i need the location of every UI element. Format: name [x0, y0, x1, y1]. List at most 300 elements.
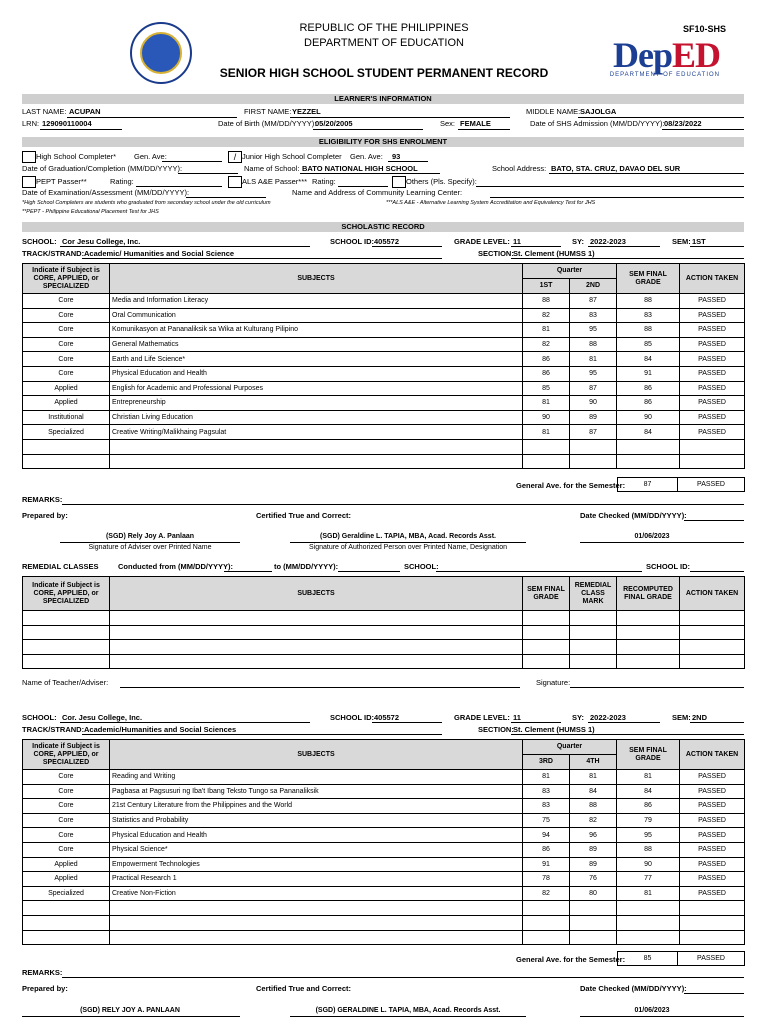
- table-row: [23, 425, 745, 440]
- final-grade-cell: 88: [617, 294, 680, 309]
- subject-name-cell: Christian Living Education: [110, 410, 523, 425]
- quarter-b-cell: 96: [570, 828, 617, 843]
- subject-type-cell: Core: [23, 770, 110, 785]
- sem2-sem-label: SEM:: [672, 713, 691, 722]
- table-row: [23, 323, 745, 338]
- subject-type-cell: Applied: [23, 872, 110, 887]
- sem1-adviser-caption: Signature of Adviser over Printed Name: [88, 544, 212, 551]
- final-grade-cell: [617, 901, 680, 916]
- quarter-a-cell: 78: [523, 872, 570, 887]
- quarter-b-cell: 89: [570, 842, 617, 857]
- final-grade-cell: 85: [617, 337, 680, 352]
- table-row: [23, 828, 745, 843]
- sem2-grade-label: GRADE LEVEL:: [454, 713, 510, 722]
- quarter-a-cell: 81: [523, 770, 570, 785]
- sem2-school-id-line: [372, 722, 442, 723]
- sem1-prepared-label: Prepared by:: [22, 511, 68, 520]
- subject-name-cell: Pagbasa at Pagsusuri ng Iba't Ibang Teksto Tungo sa Pananaliksik: [110, 784, 523, 799]
- quarter-a-cell: 86: [523, 352, 570, 367]
- table-row: [23, 308, 745, 323]
- quarter-b-cell: 87: [570, 425, 617, 440]
- remedial-school-line: [436, 571, 642, 572]
- deped-logo-ed: ED: [671, 35, 720, 75]
- action-cell: PASSED: [680, 770, 745, 785]
- subject-type-cell: Applied: [23, 381, 110, 396]
- sem1-registrar-signature: (SGD) Geraldine L. TAPIA, MBA, Acad. Records Asst.: [320, 533, 496, 540]
- clc-line: [490, 197, 744, 198]
- sem2-sy-value: 2022-2023: [590, 713, 626, 722]
- school-address-label: School Address:: [492, 164, 547, 173]
- admission-value: 08/23/2022: [664, 119, 702, 128]
- subject-name-cell: Empowerment Technologies: [110, 857, 523, 872]
- sem2-school-id-label: SCHOOL ID:: [330, 713, 375, 722]
- school-name-value: BATO NATIONAL HIGH SCHOOL: [302, 164, 418, 173]
- school-address-line: [549, 173, 744, 174]
- subject-type-cell: Core: [23, 799, 110, 814]
- sem2-track-line: [82, 734, 442, 735]
- quarter-a-cell: 85: [523, 381, 570, 396]
- final-grade-cell: 86: [617, 396, 680, 411]
- subject-name-cell: Creative Non-Fiction: [110, 886, 523, 901]
- table-row: [23, 886, 745, 901]
- quarter-a-cell: 83: [523, 799, 570, 814]
- subject-name-cell: Creative Writing/Malikhaing Pagsulat: [110, 425, 523, 440]
- final-grade-cell: 91: [617, 366, 680, 381]
- quarter-a-cell: 86: [523, 366, 570, 381]
- subject-type-cell: [23, 915, 110, 930]
- remedial-col-subjects: SUBJECTS: [110, 577, 523, 611]
- remedial-col-action: ACTION TAKEN: [680, 577, 745, 611]
- sem2-date-checked-label: Date Checked (MM/DD/YYYY):: [580, 984, 687, 993]
- grad-date-label: Date of Graduation/Completion (MM/DD/YYYY):: [22, 164, 183, 173]
- remedial-title: REMEDIAL CLASSES: [22, 562, 99, 571]
- sem1-col-q1: 1ST: [523, 279, 570, 294]
- table-row: [23, 872, 745, 887]
- sem1-sy-label: SY:: [572, 237, 584, 246]
- last-name-label: LAST NAME:: [22, 107, 67, 116]
- sem1-date-checked: 01/06/2023: [634, 533, 670, 540]
- exam-date-line: [186, 197, 266, 198]
- quarter-b-cell: 81: [570, 352, 617, 367]
- remedial-signature-label: Signature:: [536, 678, 571, 687]
- subject-name-cell: Physical Education and Health: [110, 366, 523, 381]
- sem1-school-id-line: [372, 246, 442, 247]
- eligibility-bar: ELIGIBILITY FOR SHS ENROLMENT: [22, 137, 744, 147]
- sem1-sem-line: [690, 246, 744, 247]
- sem2-sem-line: [690, 722, 744, 723]
- pept-checkbox[interactable]: [22, 176, 36, 188]
- sem1-school-line: [60, 246, 310, 247]
- subject-name-cell: [110, 915, 523, 930]
- sem1-date-checked-line: [580, 542, 744, 543]
- sem1-section-line: [511, 258, 744, 259]
- table-row: [23, 294, 745, 309]
- quarter-a-cell: 83: [523, 784, 570, 799]
- subject-type-cell: Core: [23, 813, 110, 828]
- sem2-gen-ave-value: 85: [617, 951, 678, 966]
- sem1-col-action: ACTION TAKEN: [680, 264, 745, 294]
- action-cell: [680, 901, 745, 916]
- lrn-value: 129090110004: [42, 119, 92, 128]
- first-name-line: [290, 117, 510, 118]
- subject-type-cell: Core: [23, 337, 110, 352]
- final-grade-cell: 81: [617, 770, 680, 785]
- sem2-grade-line: [511, 722, 561, 723]
- quarter-b-cell: 90: [570, 396, 617, 411]
- table-row: [23, 410, 745, 425]
- footnote-2: **PEPT - Philippine Educational Placement Test for JHS: [22, 209, 159, 215]
- action-cell: PASSED: [680, 828, 745, 843]
- final-grade-cell: 86: [617, 381, 680, 396]
- table-row: [23, 396, 745, 411]
- action-cell: PASSED: [680, 784, 745, 799]
- quarter-b-cell: 88: [570, 799, 617, 814]
- sem1-col-type: Indicate if Subject is CORE, APPLIED, or SPECIALIZED: [23, 264, 110, 294]
- quarter-b-cell: 83: [570, 308, 617, 323]
- form-code: SF10-SHS: [682, 24, 726, 34]
- sem2-adviser-signature: (SGD) RELY JOY A. PANLAAN: [80, 1007, 180, 1014]
- sem1-remarks-label: REMARKS:: [22, 495, 63, 504]
- action-cell: [680, 439, 745, 454]
- subject-type-cell: Applied: [23, 857, 110, 872]
- footnote-3: ***ALS A&E - Alternative Learning System Accreditation and Equivalency Test for JHS: [386, 200, 596, 206]
- quarter-b-cell: 87: [570, 381, 617, 396]
- action-cell: [680, 454, 745, 469]
- quarter-a-cell: 86: [523, 842, 570, 857]
- final-grade-cell: 88: [617, 323, 680, 338]
- sem2-prepared-label: Prepared by:: [22, 984, 68, 993]
- als-rating-line: [338, 186, 388, 187]
- subject-type-cell: [23, 930, 110, 945]
- hs-gen-ave-label: Gen. Ave:: [134, 152, 167, 161]
- subject-name-cell: English for Academic and Professional Purposes: [110, 381, 523, 396]
- last-name-line: [67, 117, 237, 118]
- table-row: [23, 842, 745, 857]
- final-grade-cell: 83: [617, 308, 680, 323]
- remedial-school-id-label: SCHOOL ID:: [646, 562, 691, 571]
- sem1-gen-ave-label: General Ave. for the Semester:: [516, 481, 626, 490]
- sem2-remarks-line: [62, 977, 744, 978]
- subject-name-cell: Komunikasyon at Pananaliksik sa Wika at Kulturang Pilipino: [110, 323, 523, 338]
- quarter-b-cell: 89: [570, 410, 617, 425]
- sem2-school-line: [60, 722, 310, 723]
- final-grade-cell: [617, 930, 680, 945]
- sem1-sy-line: [588, 246, 660, 247]
- remedial-conducted-line: [224, 571, 272, 572]
- final-grade-cell: 79: [617, 813, 680, 828]
- sem1-registrar-line: [290, 542, 526, 543]
- footnote-1: *High School Completers are students who graduated from secondary school under the old curriculum: [22, 200, 271, 206]
- sem1-school-label: SCHOOL:: [22, 237, 57, 246]
- hs-completer-label: High School Completer*: [36, 152, 117, 161]
- subject-name-cell: [110, 901, 523, 916]
- jhs-gen-ave-line: [388, 161, 428, 162]
- scholastic-record-bar: SCHOLASTIC RECORD: [22, 222, 744, 232]
- final-grade-cell: 84: [617, 425, 680, 440]
- table-row: [23, 901, 745, 916]
- sex-label: Sex:: [440, 119, 456, 128]
- final-grade-cell: 84: [617, 784, 680, 799]
- lrn-line: [40, 129, 122, 130]
- subject-name-cell: Oral Communication: [110, 308, 523, 323]
- sem2-track-value: Academic/Humanities and Social Sciences: [84, 725, 237, 734]
- remedial-col-recomputed: RECOMPUTED FINAL GRADE: [617, 577, 680, 611]
- sem1-col-quarter: Quarter: [523, 264, 617, 279]
- others-checkbox[interactable]: [392, 176, 406, 188]
- header-line1: REPUBLIC OF THE PHILIPPINES: [299, 22, 469, 34]
- sem1-grade-label: GRADE LEVEL:: [454, 237, 510, 246]
- remedial-col-mark: REMEDIAL CLASS MARK: [570, 577, 617, 611]
- action-cell: PASSED: [680, 396, 745, 411]
- action-cell: PASSED: [680, 337, 745, 352]
- action-cell: PASSED: [680, 872, 745, 887]
- action-cell: PASSED: [680, 308, 745, 323]
- sem2-school-value: Cor. Jesu College, Inc.: [62, 713, 143, 722]
- remedial-table: [22, 576, 745, 669]
- quarter-a-cell: [523, 454, 570, 469]
- remedial-conducted-label: Conducted from (MM/DD/YYYY):: [118, 562, 233, 571]
- sem2-school-id-value: 405572: [374, 713, 400, 722]
- sem2-registrar-line: [290, 1016, 526, 1017]
- action-cell: PASSED: [680, 410, 745, 425]
- action-cell: [680, 915, 745, 930]
- admission-label: Date of SHS Admission (MM/DD/YYYY):: [530, 119, 665, 128]
- deped-logo: [613, 34, 720, 76]
- remedial-to-label: to (MM/DD/YYYY):: [274, 562, 339, 571]
- quarter-b-cell: 89: [570, 857, 617, 872]
- quarter-b-cell: [570, 439, 617, 454]
- jhs-gen-ave-label: Gen. Ave:: [350, 152, 383, 161]
- quarter-b-cell: 88: [570, 337, 617, 352]
- final-grade-cell: [617, 439, 680, 454]
- subject-name-cell: Physical Science*: [110, 842, 523, 857]
- sem2-grades-table: [22, 739, 745, 945]
- sem1-gen-ave-value: 87: [617, 477, 678, 492]
- dob-value: 05/20/2005: [315, 119, 353, 128]
- pept-label: PEPT Passer**: [36, 177, 87, 186]
- hs-completer-checkbox[interactable]: [22, 151, 36, 163]
- others-label: Others (Pls. Specify):: [406, 177, 477, 186]
- table-row: [23, 915, 745, 930]
- sem2-section-value: St. Clement (HUMSS 1): [513, 725, 595, 734]
- others-line: [476, 186, 744, 187]
- sem2-sem-value: 2ND: [692, 713, 708, 722]
- quarter-a-cell: 82: [523, 308, 570, 323]
- action-cell: PASSED: [680, 799, 745, 814]
- quarter-b-cell: [570, 915, 617, 930]
- action-cell: PASSED: [680, 857, 745, 872]
- remedial-signature-line: [570, 687, 744, 688]
- lrn-label: LRN:: [22, 119, 40, 128]
- quarter-b-cell: [570, 930, 617, 945]
- quarter-b-cell: 84: [570, 784, 617, 799]
- table-row: [23, 439, 745, 454]
- quarter-b-cell: 95: [570, 366, 617, 381]
- table-row: [23, 813, 745, 828]
- final-grade-cell: 77: [617, 872, 680, 887]
- table-row: [23, 930, 745, 945]
- subject-name-cell: Statistics and Probability: [110, 813, 523, 828]
- quarter-b-cell: 82: [570, 813, 617, 828]
- sem2-gen-ave-label: General Ave. for the Semester:: [516, 955, 626, 964]
- exam-date-label: Date of Examination/Assessment (MM/DD/YYYY):: [22, 188, 190, 197]
- sem2-registrar-signature: (SGD) GERALDINE L. TAPIA, MBA, Acad. Records Asst.: [315, 1007, 501, 1014]
- sem1-date-checked-label: Date Checked (MM/DD/YYYY):: [580, 511, 687, 520]
- sem2-date-checked-line: [580, 1016, 744, 1017]
- table-row: [23, 337, 745, 352]
- deped-logo-subtitle: DEPARTMENT OF EDUCATION: [609, 72, 720, 78]
- sem1-adviser-signature: (SGD) Rely Joy A. Panlaan: [105, 533, 195, 540]
- clc-label: Name and Address of Community Learning Center:: [292, 188, 463, 197]
- sem1-adviser-line: [60, 542, 240, 543]
- sem2-col-q1: 3RD: [523, 755, 570, 770]
- sem1-track-label: TRACK/STRAND:: [22, 249, 85, 258]
- quarter-a-cell: 88: [523, 294, 570, 309]
- action-cell: PASSED: [680, 294, 745, 309]
- sem1-track-line: [82, 258, 442, 259]
- sem1-certified-label: Certified True and Correct:: [256, 511, 352, 520]
- als-rating-label: Rating:: [312, 177, 336, 186]
- header-line2: DEPARTMENT OF EDUCATION: [304, 37, 464, 49]
- quarter-a-cell: 94: [523, 828, 570, 843]
- action-cell: [680, 930, 745, 945]
- sem2-remarks-label: REMARKS:: [22, 968, 63, 977]
- subject-type-cell: Core: [23, 352, 110, 367]
- remedial-col-final: SEM FINAL GRADE: [523, 577, 570, 611]
- action-cell: PASSED: [680, 425, 745, 440]
- subject-name-cell: Earth and Life Science*: [110, 352, 523, 367]
- sem1-section-value: St. Clement (HUMSS 1): [513, 249, 595, 258]
- first-name-value: YEZZEL: [292, 107, 321, 116]
- final-grade-cell: 81: [617, 886, 680, 901]
- final-grade-cell: 88: [617, 842, 680, 857]
- middle-name-value: SAJOLGA: [580, 107, 617, 116]
- sem2-adviser-line: [22, 1016, 240, 1017]
- subject-type-cell: Core: [23, 784, 110, 799]
- final-grade-cell: 86: [617, 799, 680, 814]
- table-row: [23, 381, 745, 396]
- sem2-certified-label: Certified True and Correct:: [256, 984, 352, 993]
- sem2-col-type: Indicate if Subject is CORE, APPLIED, or SPECIALIZED: [23, 740, 110, 770]
- subject-name-cell: Entrepreneurship: [110, 396, 523, 411]
- sem1-col-subjects: SUBJECTS: [110, 264, 523, 294]
- sem2-col-subjects: SUBJECTS: [110, 740, 523, 770]
- table-row: [23, 366, 745, 381]
- final-grade-cell: 90: [617, 857, 680, 872]
- action-cell: PASSED: [680, 366, 745, 381]
- remedial-teacher-line: [120, 687, 520, 688]
- remedial-row: [23, 625, 745, 640]
- subject-type-cell: Institutional: [23, 410, 110, 425]
- subject-name-cell: [110, 439, 523, 454]
- sem2-sy-label: SY:: [572, 713, 584, 722]
- quarter-a-cell: 81: [523, 425, 570, 440]
- quarter-a-cell: 81: [523, 323, 570, 338]
- quarter-b-cell: 80: [570, 886, 617, 901]
- sem2-gen-action: PASSED: [677, 951, 745, 966]
- jhs-completer-checkbox[interactable]: /: [228, 151, 242, 163]
- sem1-registrar-caption: Signature of Authorized Person over Printed Name, Designation: [308, 544, 508, 551]
- table-row: [23, 352, 745, 367]
- subject-type-cell: [23, 439, 110, 454]
- dob-label: Date of Birth (MM/DD/YYYY):: [218, 119, 317, 128]
- final-grade-cell: [617, 454, 680, 469]
- remedial-row: [23, 640, 745, 655]
- sem2-section-label: SECTION:: [478, 725, 514, 734]
- quarter-a-cell: 82: [523, 886, 570, 901]
- quarter-a-cell: 90: [523, 410, 570, 425]
- subject-type-cell: Specialized: [23, 886, 110, 901]
- action-cell: PASSED: [680, 352, 745, 367]
- quarter-a-cell: 91: [523, 857, 570, 872]
- als-label: ALS A&E Passer***: [242, 177, 308, 186]
- action-cell: PASSED: [680, 813, 745, 828]
- subject-name-cell: 21st Century Literature from the Philippines and the World: [110, 799, 523, 814]
- final-grade-cell: 84: [617, 352, 680, 367]
- als-checkbox[interactable]: [228, 176, 242, 188]
- learner-info-bar: LEARNER'S INFORMATION: [22, 94, 744, 104]
- sem2-track-label: TRACK/STRAND:: [22, 725, 85, 734]
- jhs-completer-label: Junior High School Completer: [242, 152, 342, 161]
- subject-name-cell: Practical Research 1: [110, 872, 523, 887]
- sem2-date-checked: 01/06/2023: [634, 1007, 670, 1014]
- subject-name-cell: Media and Information Literacy: [110, 294, 523, 309]
- sem1-school-id-label: SCHOOL ID:: [330, 237, 375, 246]
- quarter-a-cell: [523, 901, 570, 916]
- sem1-track-value: Academic/ Humanities and Social Science: [84, 249, 235, 258]
- quarter-a-cell: [523, 915, 570, 930]
- pept-rating-line: [136, 186, 222, 187]
- remedial-to-line: [338, 571, 400, 572]
- table-row: [23, 857, 745, 872]
- final-grade-cell: 95: [617, 828, 680, 843]
- remedial-col-type: Indicate if Subject is CORE, APPLIED, or SPECIALIZED: [23, 577, 110, 611]
- subject-type-cell: Core: [23, 366, 110, 381]
- sem1-remarks-line: [62, 504, 744, 505]
- table-row: [23, 799, 745, 814]
- sem1-school-value: Cor Jesu College, Inc.: [62, 237, 141, 246]
- pept-rating-label: Rating:: [110, 177, 134, 186]
- sem2-sy-line: [588, 722, 660, 723]
- quarter-b-cell: [570, 901, 617, 916]
- subject-name-cell: General Mathematics: [110, 337, 523, 352]
- sem1-grade-line: [511, 246, 561, 247]
- remedial-row: [23, 654, 745, 669]
- sem2-col-final: SEM FINAL GRADE: [617, 740, 680, 770]
- sex-value: FEMALE: [460, 119, 491, 128]
- sem1-grades-table: [22, 263, 745, 469]
- quarter-b-cell: 76: [570, 872, 617, 887]
- sem2-grade-value: 11: [513, 713, 521, 722]
- subject-name-cell: Physical Education and Health: [110, 828, 523, 843]
- final-grade-cell: [617, 915, 680, 930]
- sem1-date-checked-label-line: [684, 520, 744, 521]
- subject-type-cell: Core: [23, 842, 110, 857]
- subject-type-cell: Core: [23, 828, 110, 843]
- sem2-col-q2: 4TH: [570, 755, 617, 770]
- quarter-b-cell: 87: [570, 294, 617, 309]
- remedial-teacher-label: Name of Teacher/Adviser:: [22, 678, 109, 687]
- sem1-gen-action: PASSED: [677, 477, 745, 492]
- sem2-school-label: SCHOOL:: [22, 713, 57, 722]
- school-name-line: [300, 173, 440, 174]
- quarter-a-cell: 81: [523, 396, 570, 411]
- subject-name-cell: [110, 930, 523, 945]
- quarter-b-cell: 95: [570, 323, 617, 338]
- page-title: SENIOR HIGH SCHOOL STUDENT PERMANENT RECORD: [219, 66, 549, 80]
- action-cell: PASSED: [680, 886, 745, 901]
- first-name-label: FIRST NAME:: [244, 107, 292, 116]
